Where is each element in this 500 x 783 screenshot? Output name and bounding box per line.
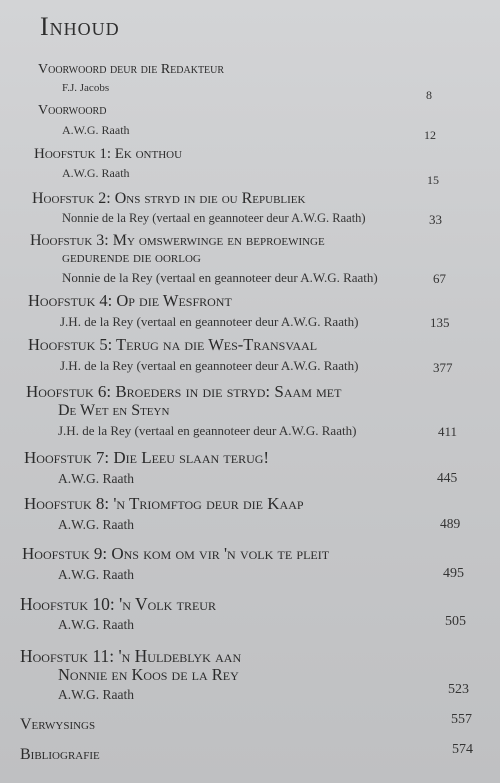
entry-title: Hoofstuk 8: 'n Triomftog deur die Kaap — [24, 494, 304, 513]
entry-page-number: 495 — [443, 566, 464, 581]
toc-entry-bibliography — [20, 746, 100, 764]
entry-page-number: 377 — [433, 360, 453, 375]
toc-entry-foreword — [38, 103, 130, 138]
toc-entry-references — [20, 716, 95, 734]
entry-author: J.H. de la Rey (vertaal en geannoteer deur A.W.G. Raath) — [58, 422, 357, 438]
toc-entry-chapter-7 — [24, 448, 269, 487]
entry-title: Verwysings — [20, 716, 96, 733]
toc-entry-chapter-4 — [28, 292, 358, 330]
entry-page-number: 557 — [451, 712, 472, 727]
entry-author: J.H. de la Rey (vertaal en geannoteer deur A.W.G. Raath) — [60, 313, 359, 329]
entry-page-number: 33 — [429, 212, 442, 227]
entry-page-number: 505 — [445, 614, 466, 629]
entry-title: Hoofstuk 3: My omswerwinge en beproewinge — [30, 232, 325, 249]
toc-entry-chapter-8 — [24, 494, 304, 533]
entry-author: Nonnie de la Rey (vertaal en geannoteer deur A.W.G. Raath) — [62, 211, 366, 226]
entry-author: A.W.G. Raath — [62, 123, 130, 138]
entry-title: Hoofstuk 2: Ons stryd in die ou Republiek — [32, 190, 306, 207]
entry-author: A.W.G. Raath — [62, 166, 130, 181]
entry-page-number: 8 — [426, 88, 432, 102]
entry-author: Nonnie de la Rey (vertaal en geannoteer deur A.W.G. Raath) — [62, 269, 378, 285]
entry-title-continued: gedurende die oorlog — [62, 250, 201, 267]
toc-entry-chapter-5 — [28, 336, 358, 374]
entry-page-number: 523 — [448, 682, 469, 697]
entry-title: Voorwoord deur die Redakteur — [38, 62, 225, 77]
entry-page-number: 67 — [433, 271, 446, 286]
entry-title: Hoofstuk 4: Op die Wesfront — [28, 291, 232, 310]
entry-author: F.J. Jacobs — [62, 82, 110, 95]
toc-entry-chapter-3 — [30, 232, 378, 286]
entry-title: Hoofstuk 10: 'n Volk treur — [20, 594, 216, 614]
entry-page-number: 445 — [437, 470, 458, 485]
entry-author: A.W.G. Raath — [58, 617, 134, 633]
entry-author: A.W.G. Raath — [58, 516, 134, 532]
entry-page-number: 135 — [430, 315, 450, 330]
entry-title-continued: De Wet en Steyn — [58, 401, 170, 419]
entry-page-number: 12 — [424, 128, 436, 142]
toc-entry-chapter-2 — [32, 190, 366, 226]
entry-title: Hoofstuk 1: Ek onthou — [34, 146, 183, 162]
entry-title: Hoofstuk 7: Die Leeu slaan terug! — [24, 448, 270, 467]
entry-title: Hoofstuk 11: 'n Huldeblyk aan — [20, 646, 242, 666]
entry-title-continued: Nonnie en Koos de la Rey — [58, 665, 239, 685]
entry-title: Hoofstuk 6: Broeders in die stryd: Saam met — [26, 382, 342, 401]
page-title: Inhoud — [40, 12, 120, 41]
entry-title: Voorwoord — [38, 103, 107, 118]
entry-page-number: 489 — [440, 516, 461, 531]
entry-author: A.W.G. Raath — [58, 566, 134, 582]
entry-author: J.H. de la Rey (vertaal en geannoteer deur A.W.G. Raath) — [60, 357, 359, 373]
toc-entry-chapter-10 — [20, 594, 216, 633]
entry-page-number: 15 — [427, 173, 439, 187]
entry-author: A.W.G. Raath — [58, 470, 134, 486]
toc-entry-chapter-9 — [22, 544, 329, 583]
entry-title: Hoofstuk 5: Terug na die Wes-Transvaal — [28, 335, 318, 354]
entry-title: Hoofstuk 9: Ons kom om vir 'n volk te pleit — [22, 544, 330, 563]
entry-title: Bibliografie — [20, 746, 100, 763]
toc-entry-chapter-1 — [34, 146, 182, 181]
toc-entry-foreword-editor — [38, 62, 224, 94]
toc-entry-chapter-6 — [26, 382, 356, 439]
entry-author: A.W.G. Raath — [58, 687, 134, 703]
toc-entry-chapter-11 — [20, 646, 241, 703]
entry-page-number: 574 — [452, 742, 473, 757]
entry-page-number: 411 — [438, 424, 458, 439]
